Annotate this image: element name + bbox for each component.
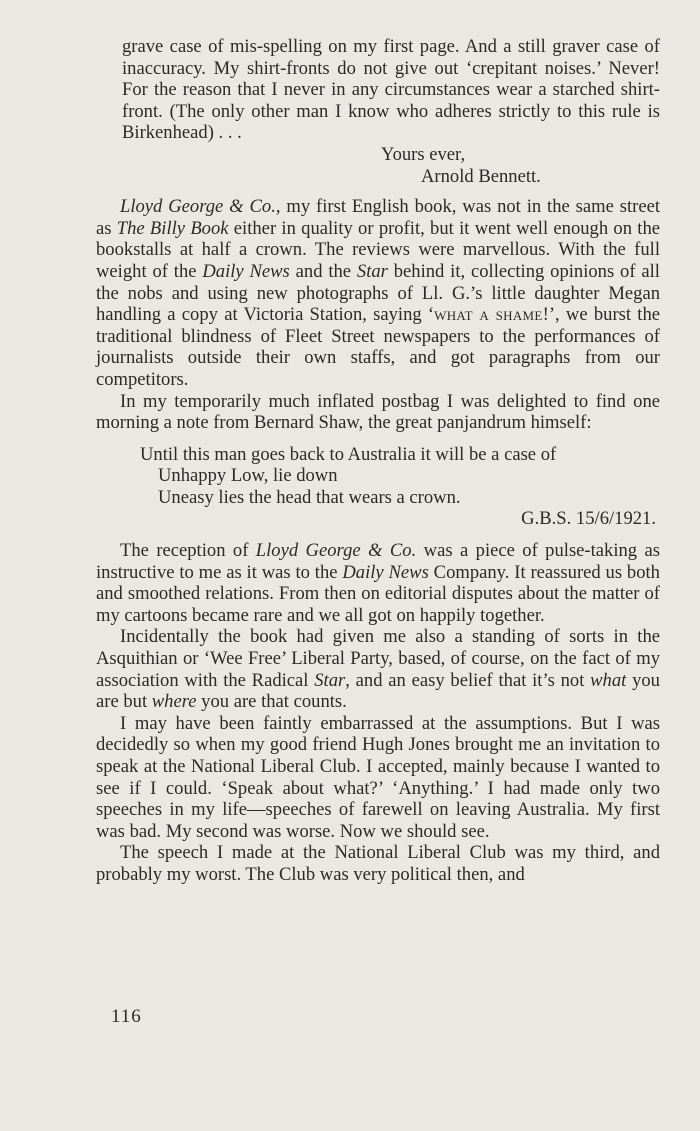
emphasis: where [151, 691, 197, 713]
quote-line: Until this man goes back to Australia it will be a case of [140, 443, 557, 465]
quote-attribution: G.B.S. 15/6/1921. [521, 508, 656, 530]
shaw-quote [96, 444, 660, 530]
paragraph-reception: The reception of Lloyd George & Co. was a piece of pulse-taking as instructive to me as it was to the Daily News Company. It reassured us both and smoothed relations. From then on editorial disputes about the matter of my cartoons became rare and we all got on happily together. [96, 540, 660, 626]
newspaper-title: Daily News [202, 260, 290, 282]
newspaper-title: Daily News [342, 561, 429, 583]
book-title: Lloyd George & Co. [255, 540, 417, 562]
paragraph-invitation: I may have been faintly embarrassed at the assumptions. But I was decidedly so when my good friend Hugh Jones brought me an invitation to speak at the National Liberal Club. I accepted, mainly because I wanted to see if I could. ‘Speak about what?’ ‘Anything.’ I had made only two speeches in my life—speeches of farewell on leaving Australia. My first was bad. My second was worse. Now we should see. [96, 712, 660, 842]
quote-line: Uneasy lies the head that wears a crown. [158, 486, 461, 508]
paragraph-lloyd-george: Lloyd George & Co., my first English book, was not in the same street as The Billy Book either in quality or profit, but it went well enough on the bookstalls at half a crown. The reviews were marvellous. With the full weight of the Daily News and the Star behind it, collecting opinions of all the nobs and using new photographs of Ll. G.’s little daughter Megan handling a copy at Victoria Station, saying ‘what a shame!’, we burst the traditional blindness of Fleet Street newspapers to the performances of journalists outside their own staffs, and got paragraphs from our competitors. [96, 196, 660, 390]
letter-signature: Arnold Bennett. [421, 165, 541, 187]
newspaper-title: Star [314, 669, 346, 691]
paragraph-postbag: In my temporarily much inflated postbag I was delighted to find one morning a note from Bernard Shaw, the great panjandrum himself: [96, 390, 660, 434]
letter-closing: Yours ever, [381, 143, 466, 165]
small-caps-quote: what a shame [434, 304, 543, 326]
newspaper-title: Star [356, 260, 388, 282]
letter-body: grave case of mis-spelling on my first page. And a still graver case of inaccuracy. My shirt-fronts do not give out ‘crepitant noises.’ Never! For the reason that I never in any circumstances wear a starched shirt-front. (The only other man I know who adheres strictly to this rule is Birkenhead) . . . [122, 36, 660, 144]
page-number: 116 [111, 1006, 142, 1027]
paragraph-liberal-party: Incidentally the book had given me also a standing of sorts in the Asquithian or ‘Wee Free’ Liberal Party, based, of course, on the fact of my association with the Radical Star, and an easy belief that it’s not what you are but where you are that counts. [96, 626, 660, 713]
book-title: The Billy Book [116, 217, 229, 239]
emphasis: what [590, 669, 627, 691]
paragraph-speech: The speech I made at the National Liberal Club was my third, and probably my worst. The Club was very political then, and [96, 842, 660, 885]
book-page [96, 36, 660, 886]
book-title: Lloyd George & Co. [120, 196, 276, 218]
quote-line: Unhappy Low, lie down [158, 465, 338, 487]
